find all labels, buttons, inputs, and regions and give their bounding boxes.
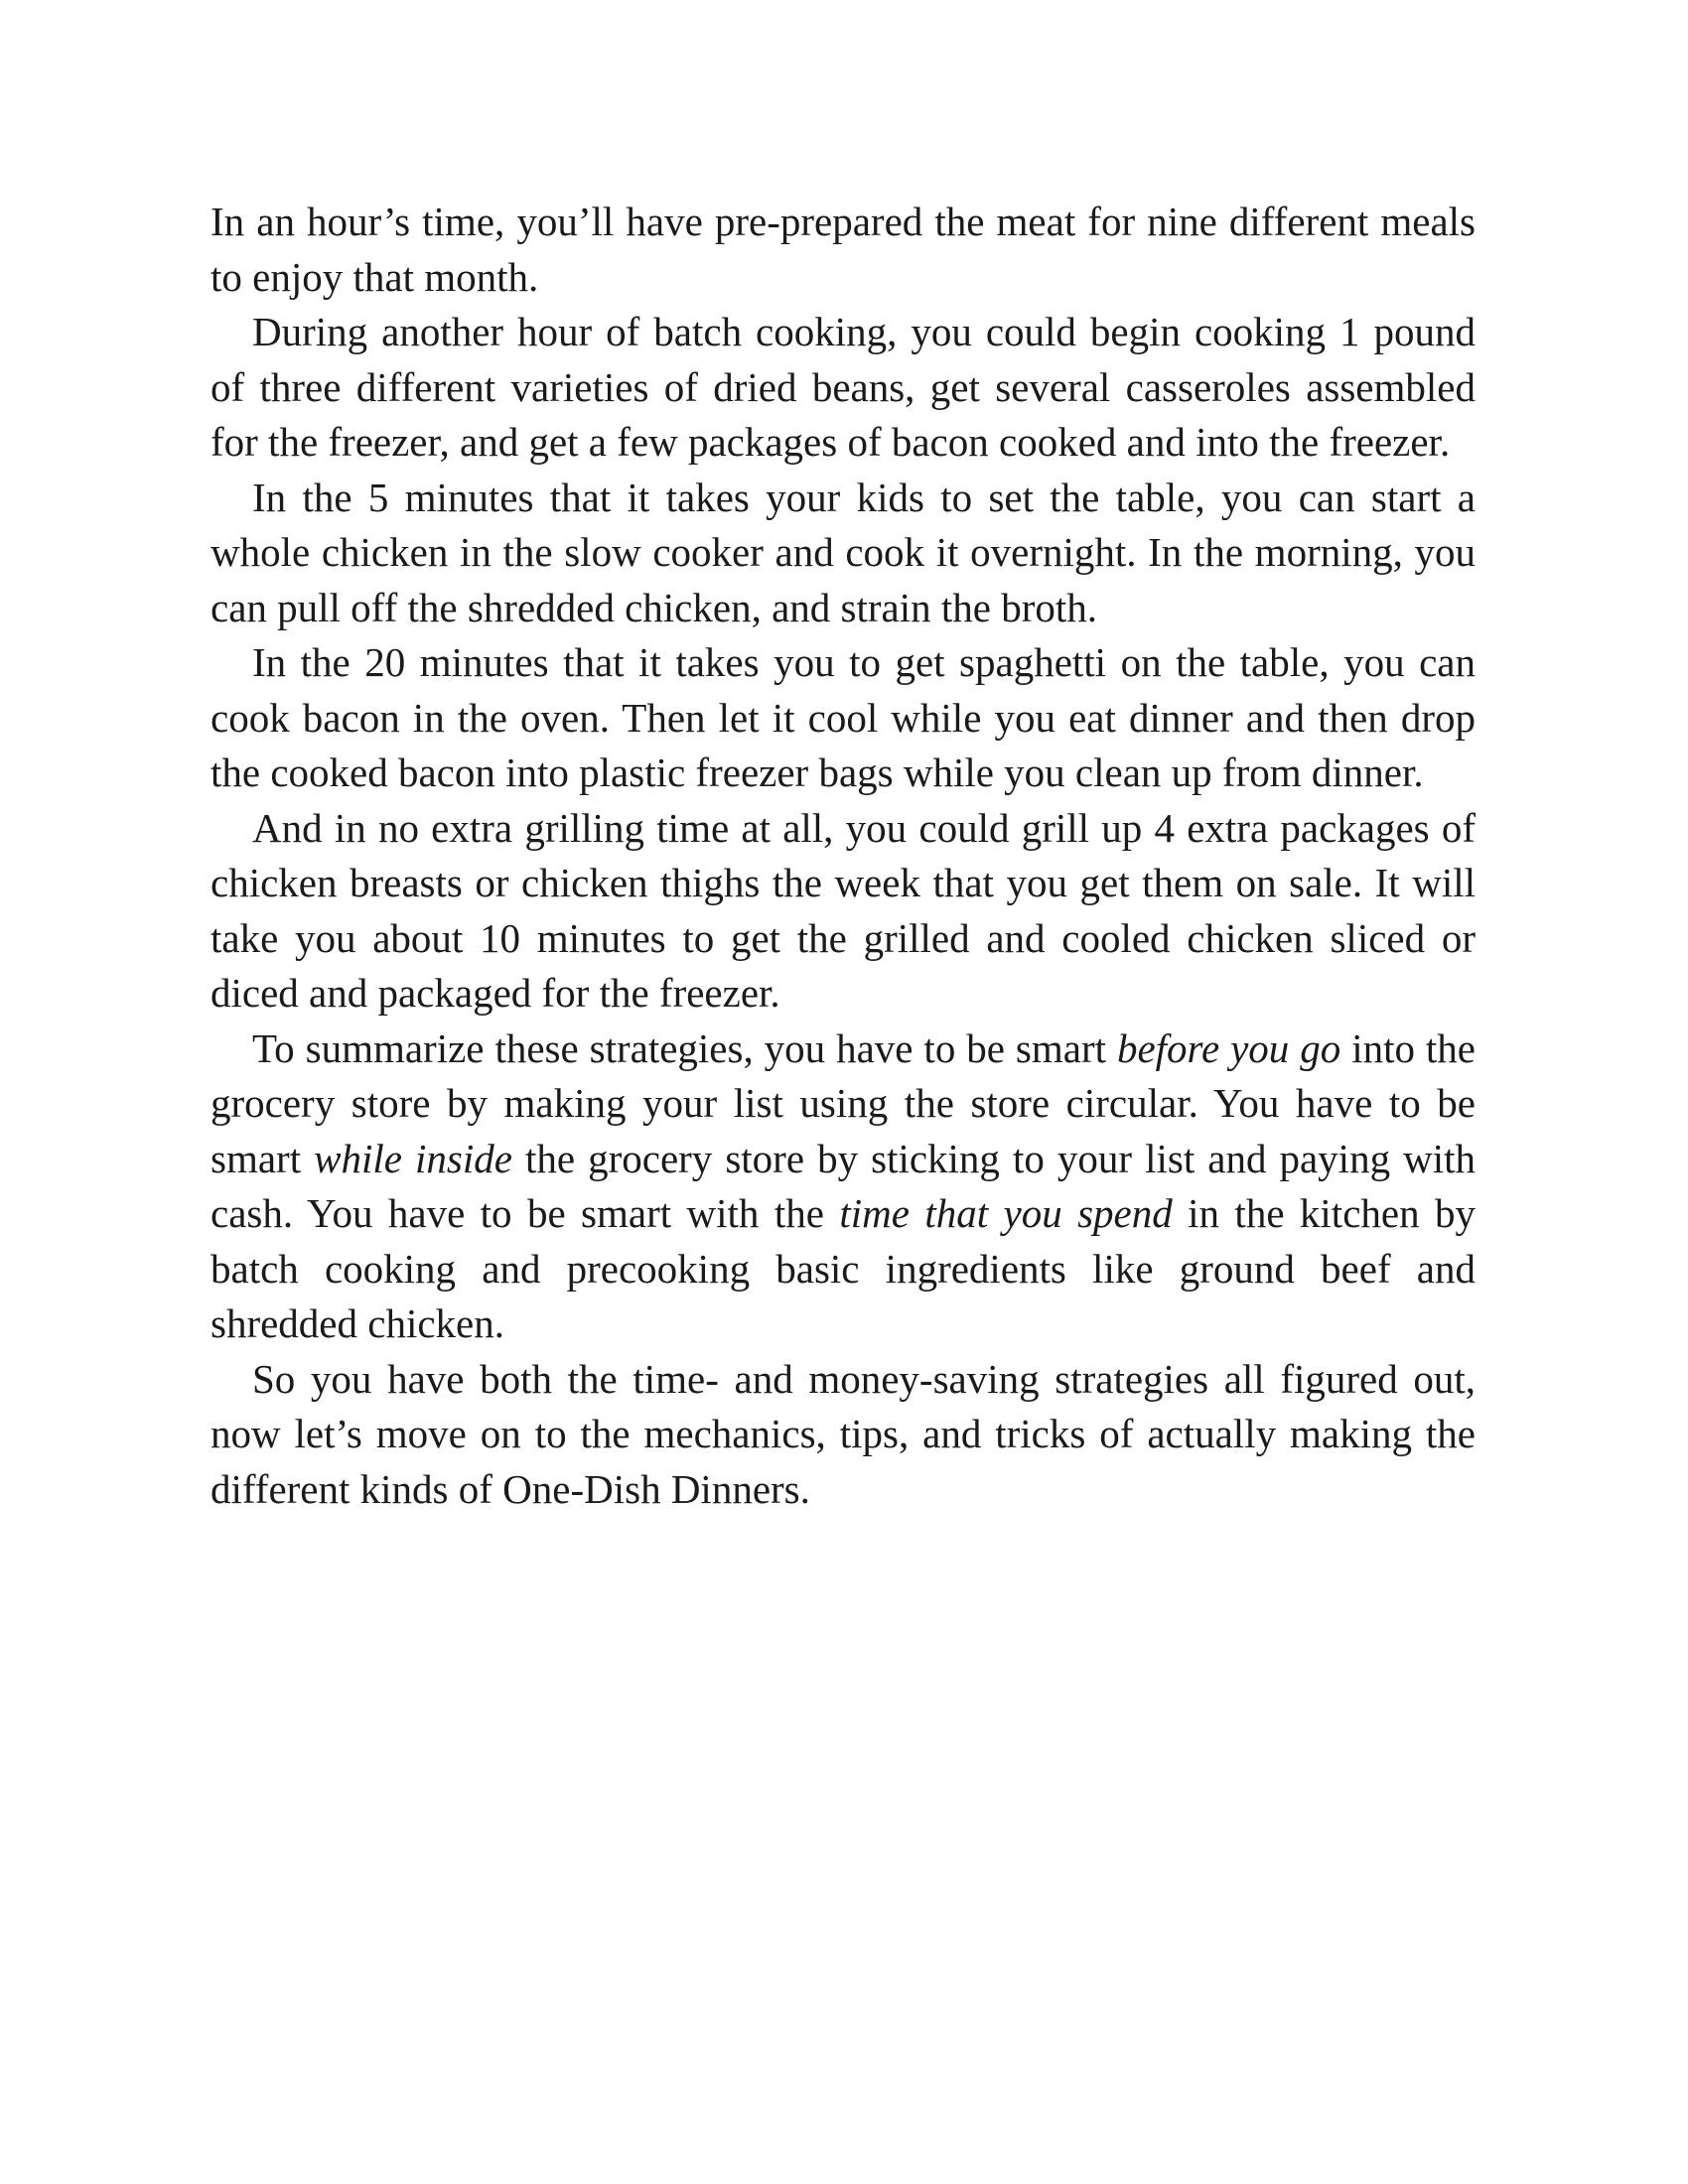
paragraph [211, 305, 1476, 471]
italic-emphasis: time that you spend [839, 1190, 1173, 1236]
paragraph-text: In the 20 minutes that it takes you to get spaghetti on the table, you can cook bacon in the oven. Then let it cool while you eat dinner and then drop the cooked bacon into plastic freezer bags while you clean up from dinner. [211, 639, 1476, 795]
paragraph-text: So you have both the time- and money-saving strategies all figured out, now let’s move on to the mechanics, tips, and tricks of actually making the different kinds of One-Dish Dinners. [211, 1355, 1476, 1512]
paragraph [211, 471, 1476, 636]
paragraph [211, 801, 1476, 1022]
paragraph [211, 1352, 1476, 1518]
paragraph-text: in the kitchen by batch cooking and precooking basic ingredients like ground beef and shredded chicken. [211, 1190, 1476, 1346]
paragraph-text: In the 5 minutes that it takes your kids to set the table, you can start a whole chicken in the slow cooker and cook it overnight. In the morning, you can pull off the shredded chicken, and strain the broth. [211, 474, 1476, 630]
paragraph-text: And in no extra grilling time at all, you could grill up 4 extra packages of chicken breasts or chicken thighs the week that you get them on sale. It will take you about 10 minutes to get the grilled and cooled chicken sliced or diced and packaged for the freezer. [211, 804, 1476, 1016]
italic-emphasis: before you go [1116, 1024, 1341, 1071]
italic-emphasis: while inside [314, 1135, 512, 1181]
paragraph-text: into the grocery store by making your list using the store circular. You have to be smart [211, 1024, 1477, 1181]
paragraph-text: In an hour’s time, you’ll have pre-prepared the meat for nine different meals to enjoy that month. [211, 199, 1476, 300]
paragraph-text: the grocery store by sticking to your list and paying with cash. You have to be smart with the [211, 1135, 1477, 1236]
paragraph [211, 635, 1476, 801]
paragraph-text: During another hour of batch cooking, you could begin cooking 1 pound of three different varieties of dried beans, get several casseroles assembled for the freezer, and get a few packages of bacon cooked and into the freezer. [211, 309, 1476, 465]
paragraph-text: To summarize these strategies, you have to be smart [252, 1024, 1117, 1071]
paragraph [211, 195, 1476, 305]
paragraph-summary [211, 1022, 1476, 1352]
document-page [211, 195, 1476, 1517]
